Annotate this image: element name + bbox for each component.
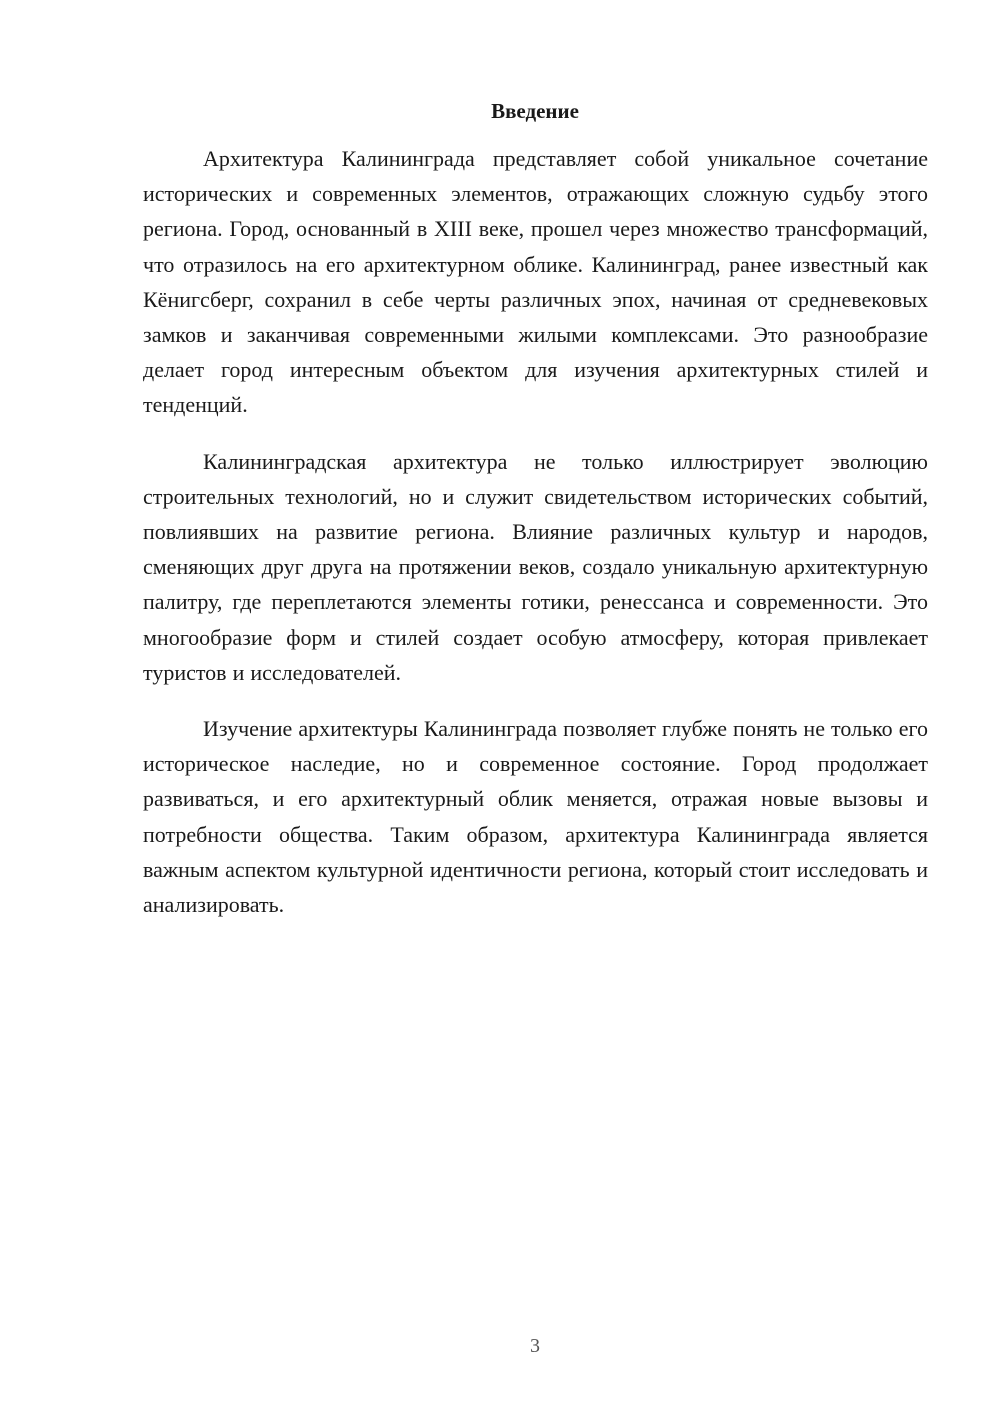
body-text (143, 141, 928, 943)
page-title: Введение (491, 99, 579, 123)
paragraph-2: Калининградская архитектура не только иллюстрирует эволюцию строительных технологий, но и служит свидетельством исторических событий, повлиявших на развитие региона. Влияние различных культур и народов, сменяющих друг друга на протяжении веков, создало уникальную архитектурную палитру, где переплетаются элементы готики, ренессанса и современности. Это многообразие форм и стилей создает особую атмосферу, которая привлекает туристов и исследователей. (143, 448, 928, 685)
page-number: 3 (530, 1335, 540, 1357)
paragraph-1: Архитектура Калининграда представляет собой уникальное сочетание исторических и современных элементов, отражающих сложную судьбу этого региона. Город, основанный в XIII веке, прошел через множество трансформаций, что отразилось на его архитектурном облике. Калининград, ранее известный как Кёнигсберг, сохранил в себе черты различных эпох, начиная от средневековых замков и заканчивая современными жилыми комплексами. Это разнообразие делает город интересным объектом для изучения архитектурных стилей и тенденций. (143, 146, 928, 418)
paragraph-3: Изучение архитектуры Калининграда позволяет глубже понять не только его историческое наследие, но и современное состояние. Город продолжает развиваться, и его архитектурный облик меняется, отражая новые вызовы и потребности общества. Таким образом, архитектура Калининграда является важным аспектом культурной идентичности региона, который стоит исследовать и анализировать. (143, 716, 928, 918)
